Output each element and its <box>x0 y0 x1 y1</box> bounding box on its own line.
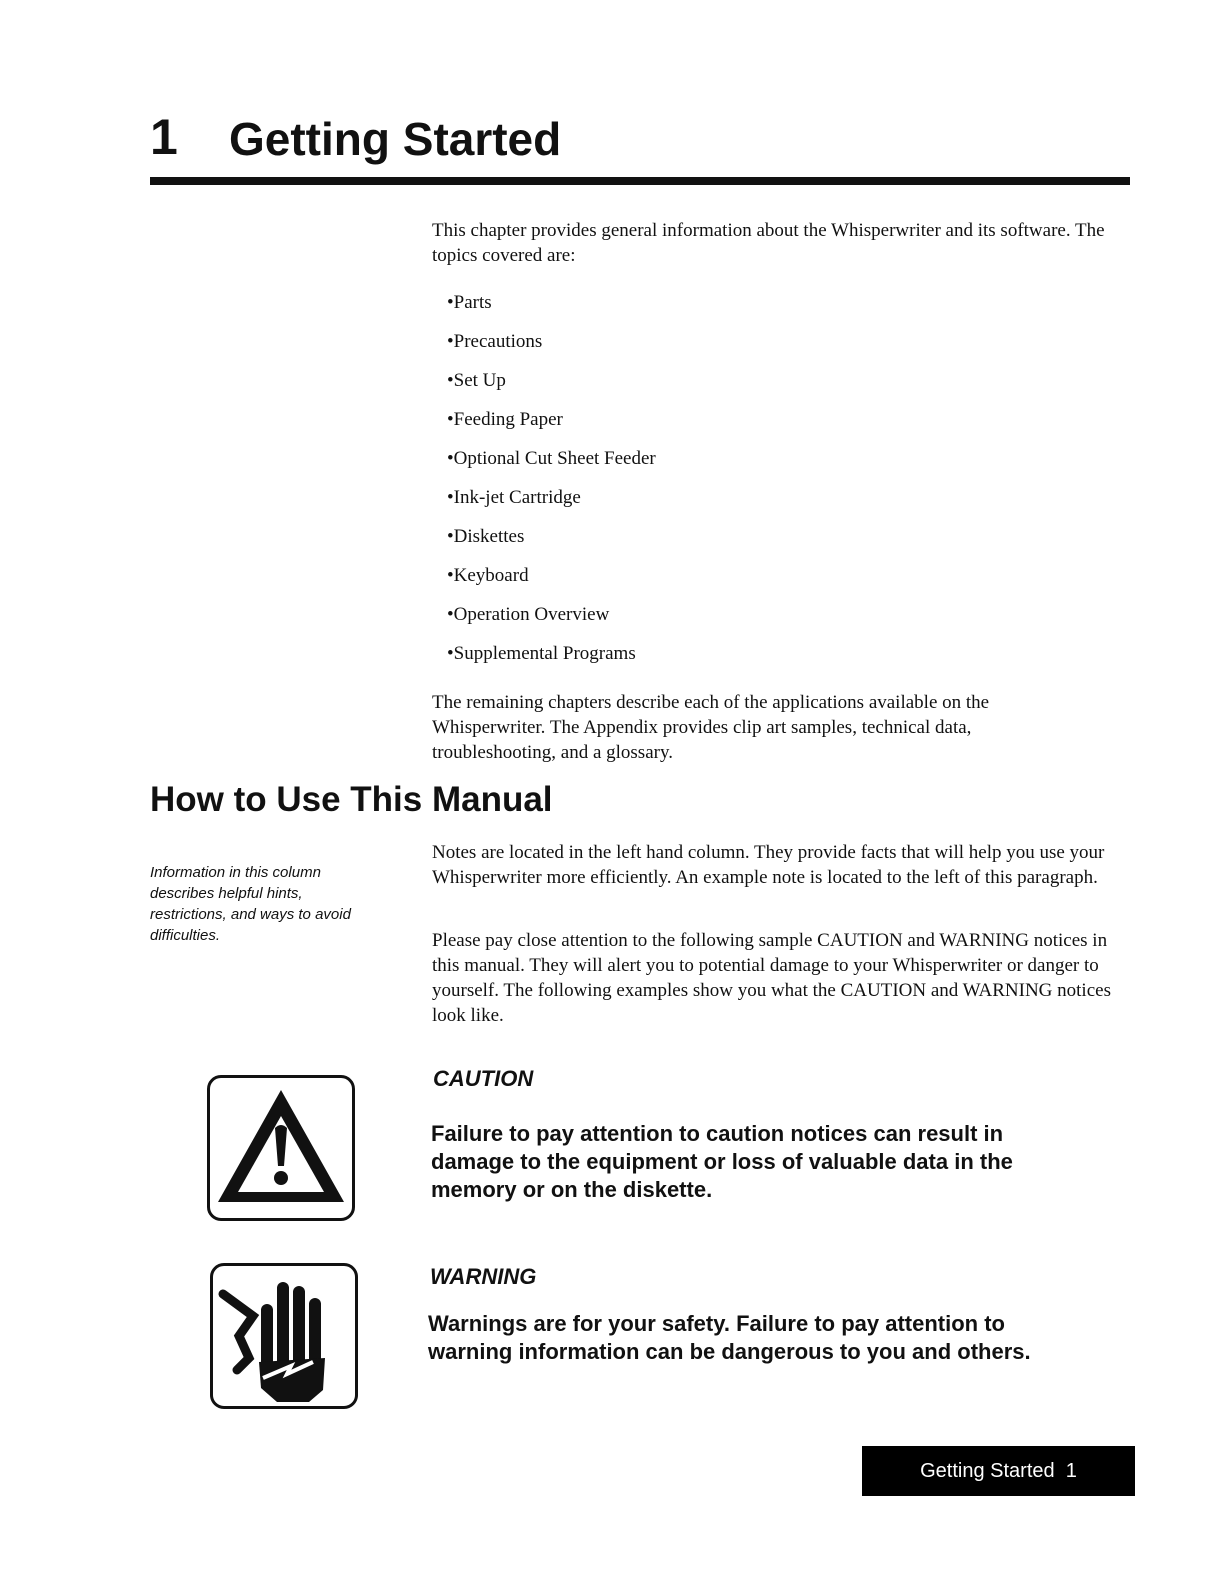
intro-paragraph: This chapter provides general information about the Whisperwriter and its software. The topics covered are: <box>432 220 1105 266</box>
electric-shock-hand-icon <box>210 1263 358 1409</box>
topic-item: •Set Up <box>447 370 506 391</box>
title-rule <box>150 177 1130 185</box>
warning-text: Warnings are for your safety. Failure to pay attention to warning information can be dangerous to you and others. <box>428 1311 1031 1364</box>
side-note: Information in this column describes helpful hints, restrictions, and ways to avoid difficulties. <box>150 864 351 944</box>
topic-item: •Feeding Paper <box>447 409 563 430</box>
caution-triangle-icon <box>207 1075 355 1221</box>
caution-text: Failure to pay attention to caution notices can result in damage to the equipment or loss of valuable data in the memory or on the diskette. <box>431 1121 1013 1202</box>
please-paragraph: Please pay close attention to the following sample CAUTION and WARNING notices in this manual. They will alert you to potential damage to your Whisperwriter or danger to yourself. The following examples show you what the CAUTION and WARNING notices look like. <box>432 930 1111 1026</box>
warning-label: WARNING <box>430 1264 537 1289</box>
topic-item: •Optional Cut Sheet Feeder <box>447 448 656 469</box>
topic-item: •Parts <box>447 292 492 313</box>
topic-item: •Ink-jet Cartridge <box>447 487 581 508</box>
topics-list <box>447 290 656 680</box>
topic-item: •Operation Overview <box>447 604 610 625</box>
chapter-number: 1 <box>150 109 178 165</box>
notes-paragraph: Notes are located in the left hand column. They provide facts that will help you use your Whisperwriter more efficiently. An example note is located to the left of this paragraph. <box>432 842 1105 888</box>
topic-item: •Diskettes <box>447 526 525 547</box>
chapter-title: Getting Started <box>229 113 562 165</box>
topic-item: •Supplemental Programs <box>447 643 636 664</box>
topic-item: •Keyboard <box>447 565 529 586</box>
caution-label: CAUTION <box>433 1066 534 1091</box>
footer-page-tab: Getting Started 1 <box>862 1446 1135 1496</box>
topic-item: •Precautions <box>447 331 543 352</box>
section-title: How to Use This Manual <box>150 780 553 819</box>
remaining-paragraph: The remaining chapters describe each of the applications available on the Whisperwriter. The Appendix provides clip art samples, technical data, troubleshooting, and a glossary. <box>432 692 990 763</box>
